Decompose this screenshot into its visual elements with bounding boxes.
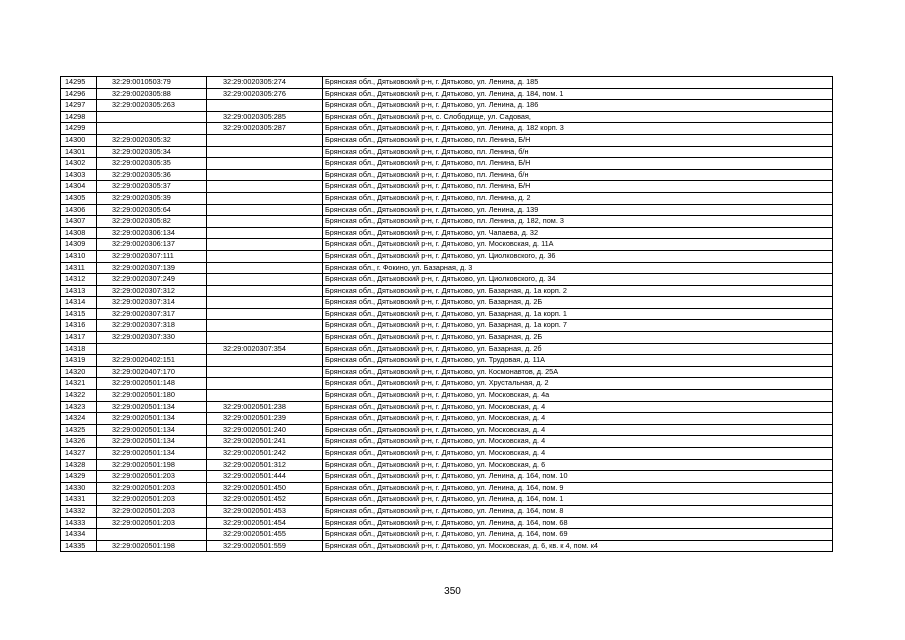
address-cell: Брянская обл., Дятьковский р-н, г. Дятьково, пл. Ленина, Б/Н — [323, 181, 833, 193]
table-row — [61, 88, 833, 100]
object-cadastral-number-cell — [207, 366, 323, 378]
cadastral-number-cell — [97, 529, 207, 541]
object-cadastral-number-cell — [207, 250, 323, 262]
cadastral-number-cell: 32:29:0020305:88 — [97, 88, 207, 100]
cadastral-number-cell: 32:29:0020501:134 — [97, 424, 207, 436]
table-row — [61, 158, 833, 170]
object-cadastral-number-cell: 32:29:0020501:238 — [207, 401, 323, 413]
address-cell: Брянская обл., Дятьковский р-н, г. Дятьково, ул. Ленина, д. 182 корп. 3 — [323, 123, 833, 135]
table-row — [61, 424, 833, 436]
object-cadastral-number-cell — [207, 181, 323, 193]
row-number-cell: 14298 — [61, 111, 97, 123]
page-number: 350 — [444, 586, 461, 597]
table-row — [61, 250, 833, 262]
address-cell: Брянская обл., Дятьковский р-н, г. Дятьково, ул. Московская, д. 4 — [323, 413, 833, 425]
object-cadastral-number-cell: 32:29:0020305:287 — [207, 123, 323, 135]
object-cadastral-number-cell — [207, 297, 323, 309]
cadastral-number-cell: 32:29:0020307:111 — [97, 250, 207, 262]
row-number-cell: 14328 — [61, 459, 97, 471]
row-number-cell: 14309 — [61, 239, 97, 251]
address-cell: Брянская обл., Дятьковский р-н, г. Дятьково, ул. Московская, д. 6 — [323, 459, 833, 471]
table-row — [61, 204, 833, 216]
row-number-cell: 14303 — [61, 169, 97, 181]
object-cadastral-number-cell: 32:29:0020501:444 — [207, 471, 323, 483]
row-number-cell: 14324 — [61, 413, 97, 425]
row-number-cell: 14306 — [61, 204, 97, 216]
object-cadastral-number-cell — [207, 169, 323, 181]
object-cadastral-number-cell: 32:29:0020501:239 — [207, 413, 323, 425]
cadastral-number-cell: 32:29:0020501:198 — [97, 459, 207, 471]
table-row — [61, 505, 833, 517]
row-number-cell: 14305 — [61, 192, 97, 204]
cadastral-number-cell: 32:29:0010503:79 — [97, 77, 207, 89]
table-row — [61, 134, 833, 146]
table-body — [61, 77, 833, 552]
cadastral-number-cell: 32:29:0020306:134 — [97, 227, 207, 239]
address-cell: Брянская обл., Дятьковский р-н, г. Дятьково, ул. Московская, д. 4 — [323, 436, 833, 448]
row-number-cell: 14304 — [61, 181, 97, 193]
address-cell: Брянская обл., Дятьковский р-н, г. Дятьково, ул. Московская, д. 4а — [323, 390, 833, 402]
address-cell: Брянская обл., Дятьковский р-н, г. Дятьково, ул. Московская, д. 4 — [323, 424, 833, 436]
row-number-cell: 14300 — [61, 134, 97, 146]
object-cadastral-number-cell: 32:29:0020305:285 — [207, 111, 323, 123]
cadastral-number-cell: 32:29:0020307:249 — [97, 274, 207, 286]
cadastral-number-cell: 32:29:0020305:263 — [97, 100, 207, 112]
row-number-cell: 14321 — [61, 378, 97, 390]
address-cell: Брянская обл., Дятьковский р-н, г. Дятьково, ул. Трудовая, д. 11А — [323, 355, 833, 367]
table-row — [61, 332, 833, 344]
table-row — [61, 366, 833, 378]
object-cadastral-number-cell: 32:29:0020501:453 — [207, 505, 323, 517]
table-row — [61, 146, 833, 158]
object-cadastral-number-cell: 32:29:0020501:559 — [207, 540, 323, 552]
address-cell: Брянская обл., Дятьковский р-н, г. Дятьково, ул. Ленина, д. 186 — [323, 100, 833, 112]
row-number-cell: 14330 — [61, 482, 97, 494]
table-row — [61, 77, 833, 89]
address-cell: Брянская обл., Дятьковский р-н, г. Дятьково, ул. Ленина, д. 164, пом. 10 — [323, 471, 833, 483]
address-cell: Брянская обл., Дятьковский р-н, г. Дятьково, пл. Ленина, Б/Н — [323, 158, 833, 170]
address-cell: Брянская обл., Дятьковский р-н, г. Дятьково, ул. Ленина, д. 164, пом. 68 — [323, 517, 833, 529]
row-number-cell: 14332 — [61, 505, 97, 517]
cadastral-number-cell: 32:29:0020305:36 — [97, 169, 207, 181]
table-row — [61, 413, 833, 425]
object-cadastral-number-cell: 32:29:0020501:455 — [207, 529, 323, 541]
address-cell: Брянская обл., Дятьковский р-н, г. Дятьково, ул. Ленина, д. 164, пом. 9 — [323, 482, 833, 494]
table-row — [61, 297, 833, 309]
cadastral-number-cell: 32:29:0020501:134 — [97, 413, 207, 425]
table-row — [61, 529, 833, 541]
row-number-cell: 14302 — [61, 158, 97, 170]
address-cell: Брянская обл., Дятьковский р-н, г. Дятьково, пл. Ленина, д. 182, пом. 3 — [323, 216, 833, 228]
table-row — [61, 401, 833, 413]
address-cell: Брянская обл., Дятьковский р-н, г. Дятьково, ул. Базарная, д. 1а корп. 2 — [323, 285, 833, 297]
row-number-cell: 14315 — [61, 308, 97, 320]
table-row — [61, 239, 833, 251]
object-cadastral-number-cell — [207, 227, 323, 239]
table-row — [61, 459, 833, 471]
object-cadastral-number-cell: 32:29:0020501:241 — [207, 436, 323, 448]
object-cadastral-number-cell — [207, 158, 323, 170]
row-number-cell: 14318 — [61, 343, 97, 355]
address-cell: Брянская обл., Дятьковский р-н, г. Дятьково, ул. Ленина, д. 164, пом. 1 — [323, 494, 833, 506]
object-cadastral-number-cell — [207, 192, 323, 204]
table-row — [61, 343, 833, 355]
address-cell: Брянская обл., Дятьковский р-н, г. Дятьково, ул. Московская, д. 4 — [323, 401, 833, 413]
row-number-cell: 14322 — [61, 390, 97, 402]
row-number-cell: 14331 — [61, 494, 97, 506]
address-cell: Брянская обл., Дятьковский р-н, г. Дятьково, ул. Хрустальная, д. 2 — [323, 378, 833, 390]
address-cell: Брянская обл., Дятьковский р-н, г. Дятьково, пл. Ленина, д. 2 — [323, 192, 833, 204]
object-cadastral-number-cell — [207, 355, 323, 367]
address-cell: Брянская обл., Дятьковский р-н, г. Дятьково, ул. Московская, д. 4 — [323, 448, 833, 460]
cadastral-number-cell: 32:29:0020307:312 — [97, 285, 207, 297]
row-number-cell: 14319 — [61, 355, 97, 367]
cadastral-number-cell: 32:29:0020501:148 — [97, 378, 207, 390]
object-cadastral-number-cell: 32:29:0020501:450 — [207, 482, 323, 494]
table-row — [61, 262, 833, 274]
row-number-cell: 14295 — [61, 77, 97, 89]
cadastral-number-cell: 32:29:0020501:203 — [97, 471, 207, 483]
object-cadastral-number-cell: 32:29:0020305:274 — [207, 77, 323, 89]
cadastral-number-cell: 32:29:0020307:330 — [97, 332, 207, 344]
row-number-cell: 14323 — [61, 401, 97, 413]
table-row — [61, 111, 833, 123]
table-row — [61, 123, 833, 135]
cadastral-number-cell — [97, 343, 207, 355]
address-cell: Брянская обл., Дятьковский р-н, г. Дятьково, ул. Чапаева, д. 32 — [323, 227, 833, 239]
cadastral-number-cell: 32:29:0020407:170 — [97, 366, 207, 378]
address-cell: Брянская обл., Дятьковский р-н, г. Дятьково, пл. Ленина, б/н — [323, 169, 833, 181]
cadastral-number-cell: 32:29:0020305:82 — [97, 216, 207, 228]
cadastral-number-cell: 32:29:0020501:134 — [97, 401, 207, 413]
address-cell: Брянская обл., Дятьковский р-н, г. Дятьково, ул. Базарная, д. 1а корп. 7 — [323, 320, 833, 332]
row-number-cell: 14311 — [61, 262, 97, 274]
row-number-cell: 14316 — [61, 320, 97, 332]
address-cell: Брянская обл., Дятьковский р-н, г. Дятьково, ул. Московская, д. 6, кв. к 4, пом. к4 — [323, 540, 833, 552]
object-cadastral-number-cell — [207, 262, 323, 274]
table-row — [61, 540, 833, 552]
cadastral-number-cell: 32:29:0020501:203 — [97, 482, 207, 494]
table-row — [61, 517, 833, 529]
address-cell: Брянская обл., Дятьковский р-н, г. Дятьково, ул. Ленина, д. 139 — [323, 204, 833, 216]
table-row — [61, 169, 833, 181]
object-cadastral-number-cell — [207, 146, 323, 158]
table-row — [61, 192, 833, 204]
row-number-cell: 14310 — [61, 250, 97, 262]
table-row — [61, 216, 833, 228]
object-cadastral-number-cell: 32:29:0020501:312 — [207, 459, 323, 471]
table-row — [61, 355, 833, 367]
row-number-cell: 14334 — [61, 529, 97, 541]
table-row — [61, 471, 833, 483]
address-cell: Брянская обл., Дятьковский р-н, г. Дятьково, пл. Ленина, б/н — [323, 146, 833, 158]
row-number-cell: 14326 — [61, 436, 97, 448]
row-number-cell: 14317 — [61, 332, 97, 344]
address-cell: Брянская обл., Дятьковский р-н, г. Дятьково, ул. Ленина, д. 185 — [323, 77, 833, 89]
cadastral-number-cell: 32:29:0020305:39 — [97, 192, 207, 204]
address-cell: Брянская обл., Дятьковский р-н, г. Дятьково, пл. Ленина, Б/Н — [323, 134, 833, 146]
cadastral-number-cell: 32:29:0020307:318 — [97, 320, 207, 332]
cadastral-number-cell: 32:29:0020305:64 — [97, 204, 207, 216]
row-number-cell: 14333 — [61, 517, 97, 529]
object-cadastral-number-cell — [207, 332, 323, 344]
object-cadastral-number-cell — [207, 390, 323, 402]
object-cadastral-number-cell: 32:29:0020501:242 — [207, 448, 323, 460]
object-cadastral-number-cell — [207, 134, 323, 146]
cadastral-number-cell: 32:29:0020501:180 — [97, 390, 207, 402]
table-row — [61, 181, 833, 193]
table-row — [61, 227, 833, 239]
cadastral-number-cell: 32:29:0020305:35 — [97, 158, 207, 170]
object-cadastral-number-cell: 32:29:0020501:452 — [207, 494, 323, 506]
object-cadastral-number-cell: 32:29:0020305:276 — [207, 88, 323, 100]
address-cell: Брянская обл., Дятьковский р-н, г. Дятьково, ул. Циолковского, д. 36 — [323, 250, 833, 262]
table-row — [61, 436, 833, 448]
object-cadastral-number-cell — [207, 378, 323, 390]
address-cell: Брянская обл., Дятьковский р-н, г. Дятьково, ул. Базарная, д. 1а корп. 1 — [323, 308, 833, 320]
row-number-cell: 14312 — [61, 274, 97, 286]
object-cadastral-number-cell: 32:29:0020307:354 — [207, 343, 323, 355]
row-number-cell: 14299 — [61, 123, 97, 135]
cadastral-number-cell: 32:29:0020307:317 — [97, 308, 207, 320]
cadastral-number-cell: 32:29:0020501:203 — [97, 505, 207, 517]
row-number-cell: 14320 — [61, 366, 97, 378]
object-cadastral-number-cell — [207, 285, 323, 297]
table-row — [61, 448, 833, 460]
cadastral-number-cell: 32:29:0020501:203 — [97, 517, 207, 529]
address-cell: Брянская обл., Дятьковский р-н, г. Дятьково, ул. Московская, д. 11А — [323, 239, 833, 251]
table-row — [61, 494, 833, 506]
object-cadastral-number-cell — [207, 274, 323, 286]
table-row — [61, 285, 833, 297]
row-number-cell: 14297 — [61, 100, 97, 112]
table-row — [61, 320, 833, 332]
row-number-cell: 14296 — [61, 88, 97, 100]
cadastral-number-cell: 32:29:0020307:139 — [97, 262, 207, 274]
address-cell: Брянская обл., Дятьковский р-н, г. Дятьково, ул. Ленина, д. 184, пом. 1 — [323, 88, 833, 100]
cadastral-number-cell: 32:29:0020306:137 — [97, 239, 207, 251]
table-row — [61, 274, 833, 286]
address-cell: Брянская обл., Дятьковский р-н, г. Дятьково, ул. Ленина, д. 164, пом. 8 — [323, 505, 833, 517]
cadastral-number-cell: 32:29:0020307:314 — [97, 297, 207, 309]
address-cell: Брянская обл., Дятьковский р-н, г. Дятьково, ул. Ленина, д. 164, пом. 69 — [323, 529, 833, 541]
cadastral-number-cell — [97, 111, 207, 123]
address-cell: Брянская обл., Дятьковский р-н, с. Слободище, ул. Садовая, — [323, 111, 833, 123]
cadastral-number-cell: 32:29:0020501:134 — [97, 436, 207, 448]
address-cell: Брянская обл., Дятьковский р-н, г. Дятьково, ул. Циолковского, д. 34 — [323, 274, 833, 286]
table-row — [61, 390, 833, 402]
row-number-cell: 14335 — [61, 540, 97, 552]
row-number-cell: 14325 — [61, 424, 97, 436]
row-number-cell: 14307 — [61, 216, 97, 228]
object-cadastral-number-cell — [207, 216, 323, 228]
table-row — [61, 100, 833, 112]
object-cadastral-number-cell: 32:29:0020501:240 — [207, 424, 323, 436]
object-cadastral-number-cell — [207, 308, 323, 320]
row-number-cell: 14301 — [61, 146, 97, 158]
object-cadastral-number-cell — [207, 204, 323, 216]
cadastral-number-cell — [97, 123, 207, 135]
table-row — [61, 308, 833, 320]
cadastral-number-cell: 32:29:0020501:198 — [97, 540, 207, 552]
address-cell: Брянская обл., г. Фокино, ул. Базарная, д. 3 — [323, 262, 833, 274]
address-cell: Брянская обл., Дятьковский р-н, г. Дятьково, ул. Космонавтов, д. 25А — [323, 366, 833, 378]
address-cell: Брянская обл., Дятьковский р-н, г. Дятьково, ул. Базарная, д. 2Б — [323, 332, 833, 344]
object-cadastral-number-cell — [207, 320, 323, 332]
cadastral-number-cell: 32:29:0020501:134 — [97, 448, 207, 460]
row-number-cell: 14314 — [61, 297, 97, 309]
cadastral-number-cell: 32:29:0020501:203 — [97, 494, 207, 506]
cadastral-number-cell: 32:29:0020305:34 — [97, 146, 207, 158]
object-cadastral-number-cell: 32:29:0020501:454 — [207, 517, 323, 529]
row-number-cell: 14308 — [61, 227, 97, 239]
table-row — [61, 378, 833, 390]
cadastral-number-cell: 32:29:0020305:37 — [97, 181, 207, 193]
cadastral-number-cell: 32:29:0020402:151 — [97, 355, 207, 367]
address-cell: Брянская обл., Дятьковский р-н, г. Дятьково, ул. Базарная, д. 2Б — [323, 297, 833, 309]
table-row — [61, 482, 833, 494]
cadastral-number-cell: 32:29:0020305:32 — [97, 134, 207, 146]
row-number-cell: 14327 — [61, 448, 97, 460]
address-cell: Брянская обл., Дятьковский р-н, г. Дятьково, ул. Базарная, д. 2б — [323, 343, 833, 355]
object-cadastral-number-cell — [207, 100, 323, 112]
row-number-cell: 14329 — [61, 471, 97, 483]
object-cadastral-number-cell — [207, 239, 323, 251]
row-number-cell: 14313 — [61, 285, 97, 297]
property-table — [60, 76, 833, 552]
